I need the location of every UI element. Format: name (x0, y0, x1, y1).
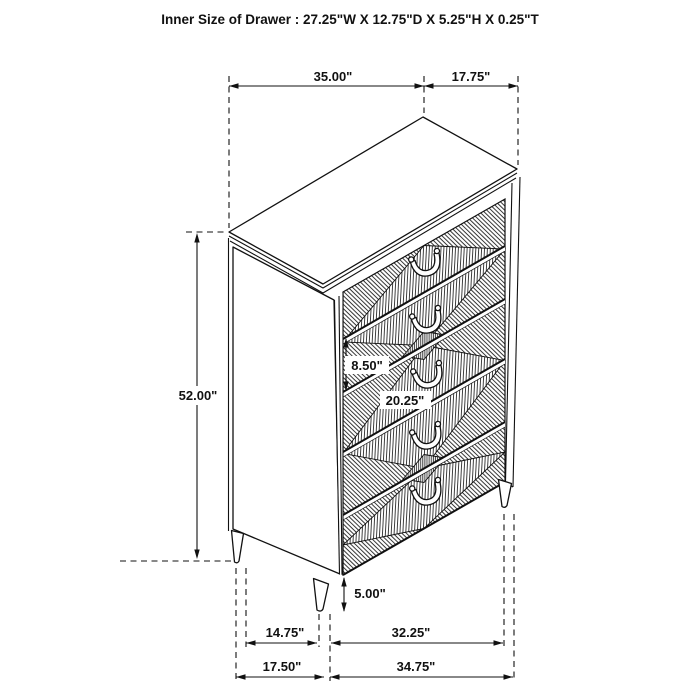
dim-top-width: 35.00" (313, 69, 353, 84)
dim-top-depth: 17.75" (451, 69, 491, 84)
dim-leg-span-width-inner: 32.25" (391, 625, 431, 640)
leg-front-left (314, 579, 329, 612)
dim-leg-span-depth-outer: 17.50" (262, 659, 302, 674)
leg-front-right (499, 480, 512, 508)
dim-leg-span-width-outer: 34.75" (396, 659, 436, 674)
dim-overall-height: 52.00" (178, 388, 218, 403)
right-edge-panel (505, 177, 520, 487)
dim-leg-span-depth-inner: 14.75" (265, 625, 305, 640)
diagram-title: Inner Size of Drawer : 27.25"W X 12.75"D X 5.25"H X 0.25"T (161, 12, 539, 27)
dim-drawer-height: 8.50" (351, 358, 383, 373)
side-panel (233, 247, 340, 574)
dim-lower-section: 20.25" (385, 393, 425, 408)
leg-back-left (232, 531, 244, 563)
dim-leg-height: 5.00" (354, 586, 386, 601)
